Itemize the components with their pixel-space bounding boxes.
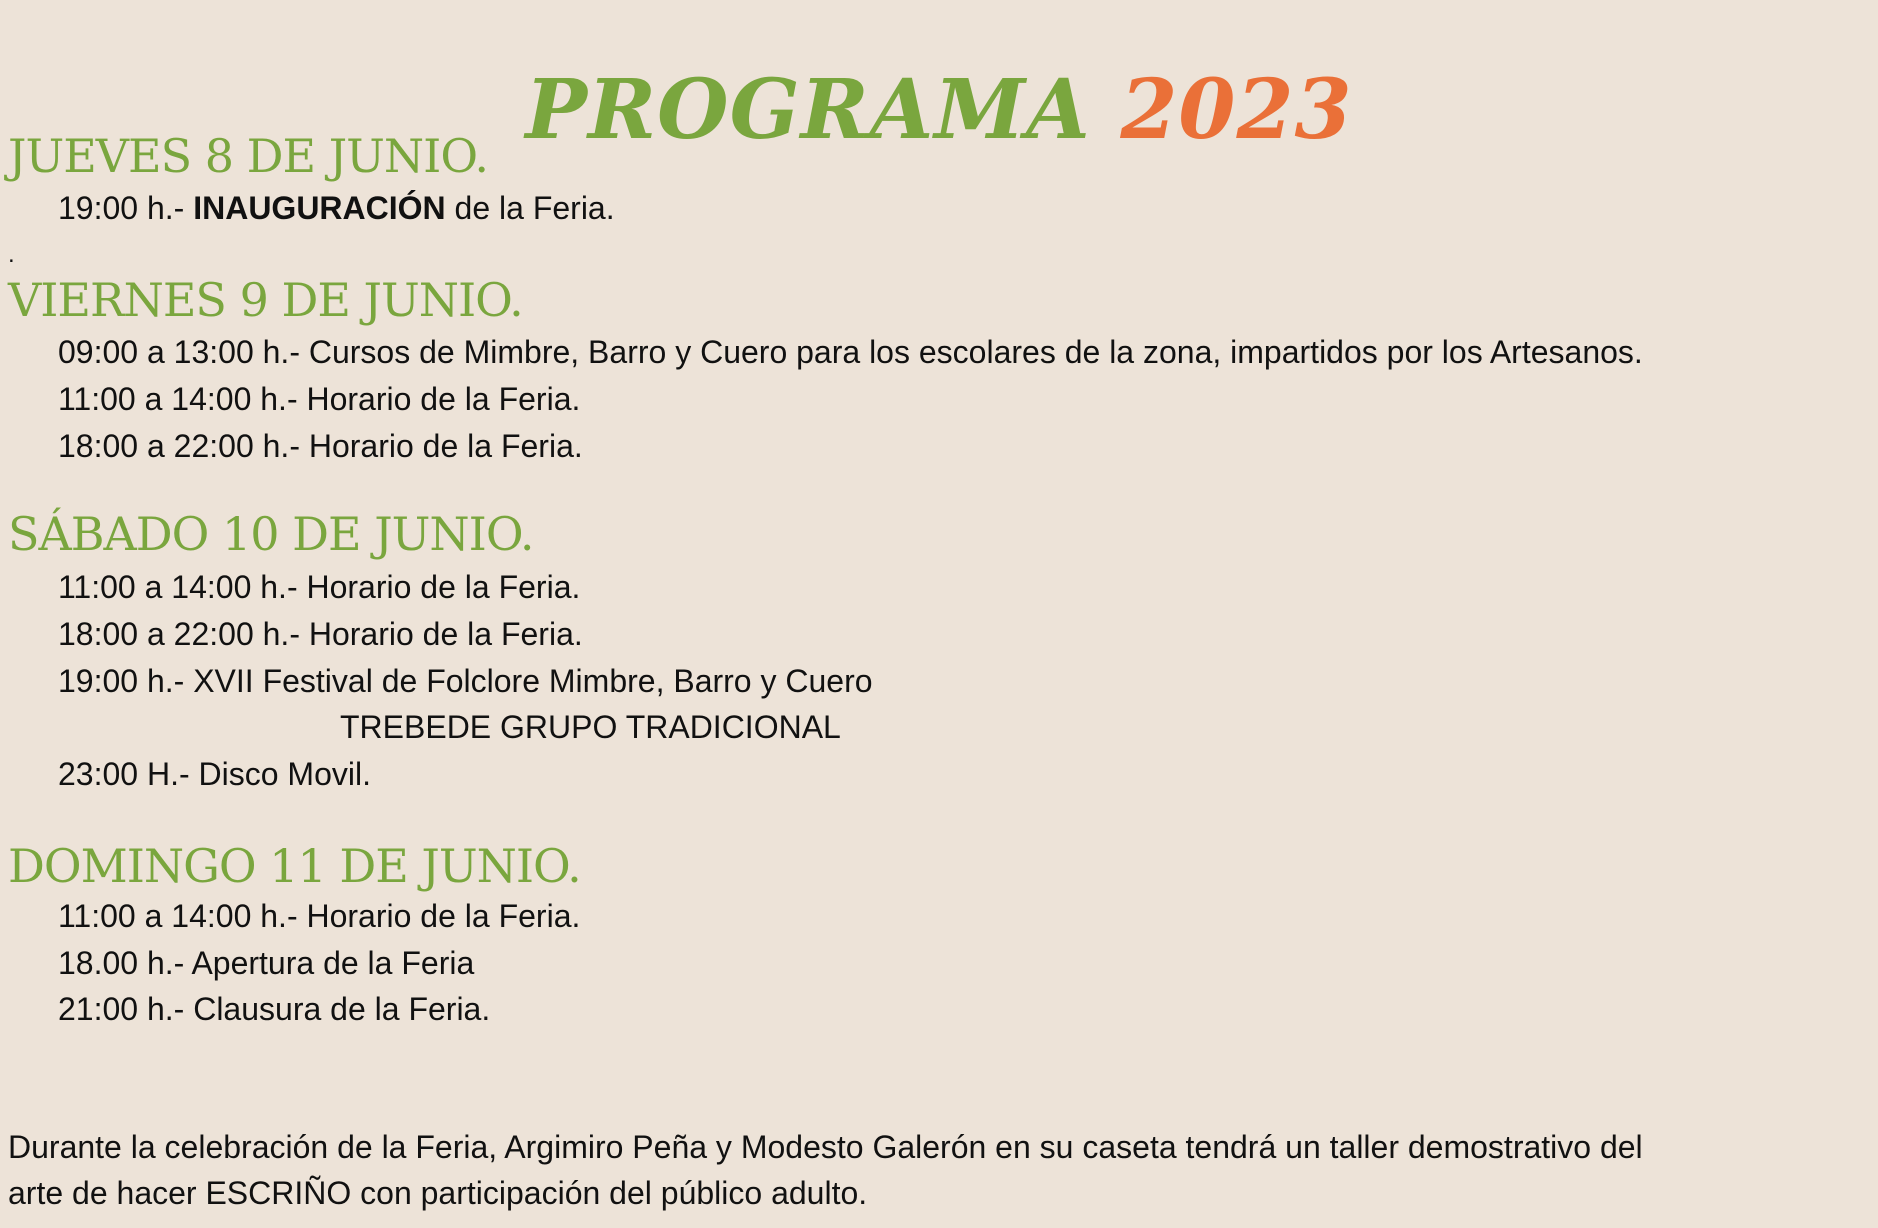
- event-time: 09:00 a 13:00 h.-: [58, 334, 309, 370]
- event-text: Disco Movil.: [198, 756, 371, 792]
- event-time: 11:00 a 14:00 h.-: [58, 381, 307, 417]
- event-time: 23:00 H.-: [58, 756, 199, 792]
- event-text: Horario de la Feria.: [308, 428, 583, 464]
- event-text: Horario de la Feria.: [306, 898, 581, 934]
- event-line: [58, 188, 615, 228]
- event-line: [58, 379, 580, 419]
- event-text: Horario de la Feria.: [306, 381, 581, 417]
- event-time: 19:00 h.-: [58, 663, 194, 699]
- day-heading-saturday: SÁBADO 10 DE JUNIO.: [8, 507, 534, 561]
- event-line: [58, 661, 873, 701]
- event-line: [58, 426, 583, 466]
- event-line: [58, 614, 583, 654]
- event-text: de la Feria.: [445, 190, 615, 226]
- day-heading-sunday: DOMINGO 11 DE JUNIO.: [8, 839, 581, 893]
- event-text: XVII Festival de Folclore Mimbre, Barro y Cuero: [193, 663, 873, 699]
- event-line: [58, 332, 1643, 372]
- separator-dot: .: [8, 241, 15, 268]
- event-time: 11:00 a 14:00 h.-: [58, 898, 307, 934]
- day-heading-friday: VIERNES 9 DE JUNIO.: [8, 273, 523, 327]
- event-text: Apertura de la Feria: [191, 945, 475, 981]
- title-year: 2023: [1120, 61, 1353, 158]
- note-line-2: arte de hacer ESCRIÑO con participación del público adulto.: [8, 1175, 868, 1211]
- day-heading-thursday: JUEVES 8 DE JUNIO.: [8, 129, 488, 183]
- event-time: 18:00 a 22:00 h.-: [58, 616, 309, 652]
- event-time: 18.00 h.-: [58, 945, 192, 981]
- event-line: [58, 896, 580, 936]
- event-time: 11:00 a 14:00 h.-: [58, 569, 307, 605]
- event-text: Horario de la Feria.: [308, 616, 583, 652]
- event-text: Horario de la Feria.: [306, 569, 581, 605]
- event-line: [58, 943, 474, 983]
- event-time: 21:00 h.-: [58, 991, 194, 1027]
- event-highlight: INAUGURACIÓN: [193, 190, 446, 226]
- event-time: 18:00 a 22:00 h.-: [58, 428, 309, 464]
- event-line: [58, 567, 580, 607]
- note-line-1: Durante la celebración de la Feria, Argimiro Peña y Modesto Galerón en su caseta tendrá un taller demostrativo del: [8, 1129, 1643, 1165]
- event-time: 19:00 h.-: [58, 190, 194, 226]
- event-text: Cursos de Mimbre, Barro y Cuero para los escolares de la zona, impartidos por los Artesanos.: [308, 334, 1643, 370]
- title-word: PROGRAMA: [525, 61, 1091, 158]
- event-text: Clausura de la Feria.: [193, 991, 491, 1027]
- note-paragraph: [8, 1124, 1870, 1216]
- event-line: [58, 989, 490, 1029]
- event-text: TREBEDE GRUPO TRADICIONAL: [340, 709, 841, 745]
- event-line-continuation: [340, 707, 841, 747]
- event-line: [58, 754, 371, 794]
